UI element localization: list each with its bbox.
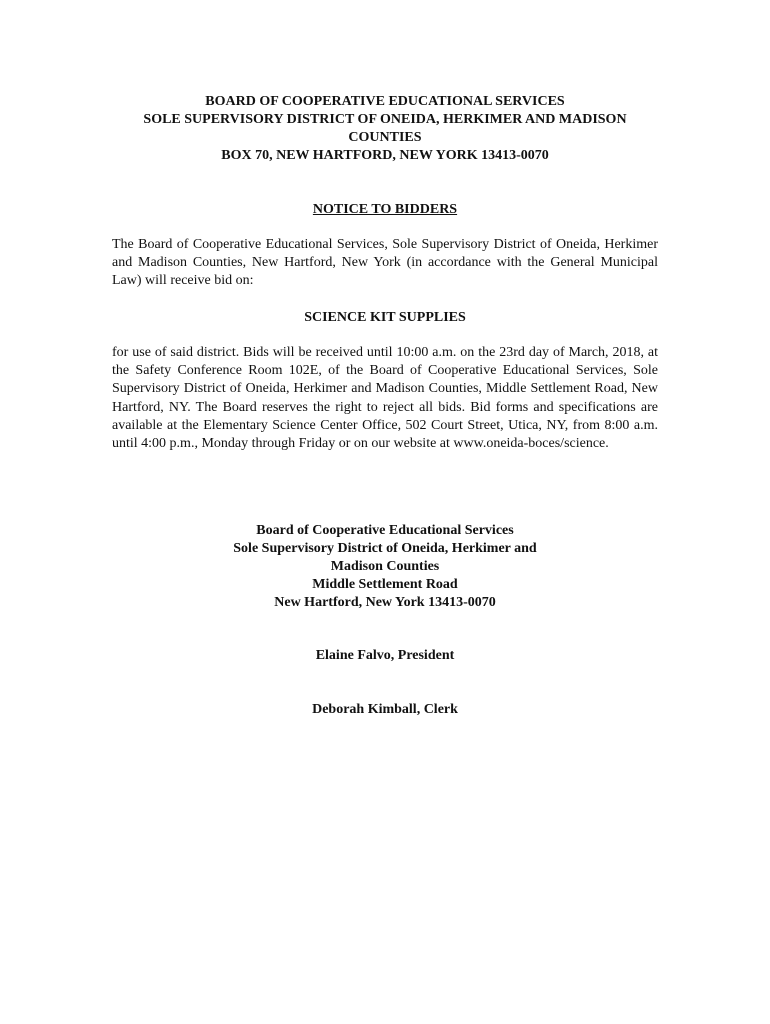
signature-line-organization: Board of Cooperative Educational Services	[256, 523, 514, 538]
header-line-address: BOX 70, NEW HARTFORD, NEW YORK 13413-0070	[221, 148, 549, 163]
intro-paragraph: The Board of Cooperative Educational Services, Sole Supervisory District of Oneida, Herkimer and Madison Counties, New Hartford, New York (in accordance with the General Municipal Law) will receive bid on:	[112, 237, 658, 289]
signature-line-district: Sole Supervisory District of Oneida, Herkimer and	[233, 541, 537, 556]
signature-line-city: New Hartford, New York 13413-0070	[274, 595, 496, 610]
bid-item-title: SCIENCE KIT SUPPLIES	[304, 310, 466, 325]
document-header	[112, 93, 658, 165]
clerk-name: Deborah Kimball, Clerk	[312, 702, 458, 717]
header-line-counties: COUNTIES	[348, 130, 422, 145]
bid-details-paragraph: for use of said district. Bids will be received until 10:00 a.m. on the 23rd day of March, 2018, at the Safety Conference Room 102E, of the Board of Cooperative Educational Services, Sole Supervisory District of Oneida, Herkimer and Madison Counties, Middle Settlement Road, New Hartford, NY. The Board reserves the right to reject all bids. Bid forms and specifications are available at the Elementary Science Center Office, 502 Court Street, Utica, NY, from 8:00 a.m. until 4:00 p.m., Monday through Friday or on our website at www.oneida-boces/science.	[112, 345, 658, 452]
president-name: Elaine Falvo, President	[315, 648, 455, 663]
notice-title: NOTICE TO BIDDERS	[312, 202, 458, 217]
signature-line-road: Middle Settlement Road	[312, 577, 458, 592]
signature-line-counties: Madison Counties	[330, 559, 440, 574]
header-line-district: SOLE SUPERVISORY DISTRICT OF ONEIDA, HERKIMER AND MADISON	[143, 112, 627, 127]
signature-block	[112, 522, 658, 612]
header-line-organization: BOARD OF COOPERATIVE EDUCATIONAL SERVICES	[205, 94, 565, 109]
